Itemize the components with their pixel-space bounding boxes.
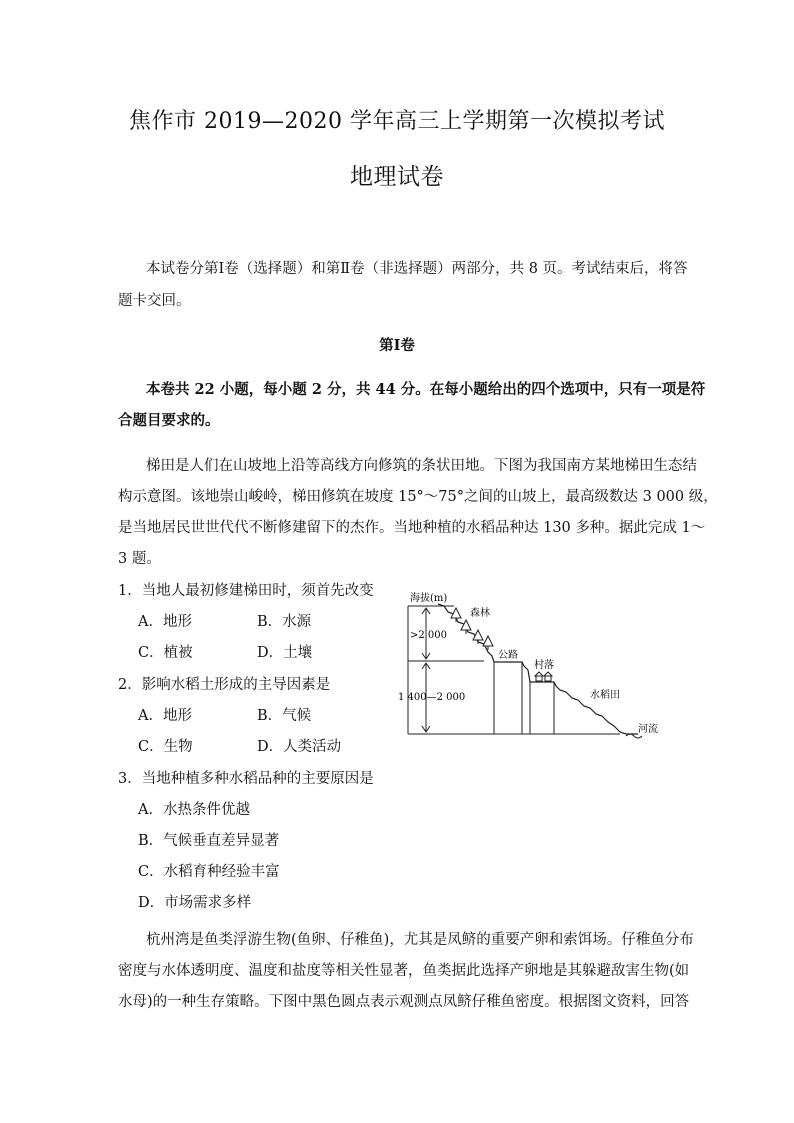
question-1-option-c: C．植被: [138, 645, 193, 661]
passage1-line-3: 是当地居民世世代代不断修建留下的杰作。当地种植的水稻品种达 130 多种。据此完成 1～: [118, 520, 706, 536]
passage1-line-1: 梯田是人们在山坡地上沿等高线方向修筑的条状田地。下图为我国南方某地梯田生态结: [146, 458, 697, 474]
question-3-option-c: C．水稻育种经验丰富: [138, 864, 280, 880]
terrace-diagram: [398, 586, 698, 754]
question-3-option-a: A．水热条件优越: [138, 802, 250, 818]
question-3-option-d: D．市场需求多样: [138, 895, 252, 911]
passage2-line-3: 水母)的一种生存策略。下图中黑色圆点表示观测点凤鲚仔稚鱼密度。根据图文资料，回答: [118, 994, 690, 1010]
passage1-line-4: 3 题。: [118, 551, 161, 567]
question-2-stem: 2．影响水稻土形成的主导因素是: [118, 677, 331, 693]
intro-line-2: 题卡交回。: [118, 293, 191, 309]
question-1-option-d: D．土壤: [257, 645, 313, 661]
passage2-line-1: 杭州湾是鱼类浮游生物(鱼卵、仔稚鱼)，尤其是凤鲚的重要产卵和索饵场。仔稚鱼分布: [146, 932, 694, 948]
question-3-stem: 3．当地种植多种水稻品种的主要原因是: [118, 771, 374, 787]
question-1-stem: 1．当地人最初修建梯田时，须首先改变: [118, 583, 374, 599]
question-1-option-b: B．水源: [257, 614, 312, 630]
question-2-option-b: B．气候: [257, 708, 312, 724]
question-2-option-d: D．人类活动: [257, 739, 342, 755]
exam-title: 焦作市 2019—2020 学年高三上学期第一次模拟考试: [129, 109, 665, 134]
question-3-option-b: B．气候垂直差异显著: [138, 833, 280, 849]
intro-line-1: 本试卷分第Ⅰ卷（选择题）和第Ⅱ卷（非选择题）两部分，共 8 页。考试结束后，将答: [146, 261, 688, 277]
diagram-label-river: 河流: [638, 724, 658, 735]
exam-subtitle: 地理试卷: [350, 164, 444, 190]
diagram-zone-upper: >2 000: [410, 630, 448, 641]
diagram-label-forest: 森林: [470, 608, 490, 619]
section-instructions-1: 本卷共 22 小题，每小题 2 分，共 44 分。在每小题给出的四个选项中，只有一项是符: [146, 381, 706, 398]
section-instructions-2: 合题目要求的。: [118, 412, 220, 429]
diagram-label-road: 公路: [498, 650, 518, 661]
diagram-zone-lower: 1 400—2 000: [398, 692, 466, 703]
question-1-option-a: A．地形: [138, 614, 192, 630]
diagram-ylabel: 海拔(m): [410, 593, 448, 604]
passage2-line-2: 密度与水体透明度、温度和盐度等相关性显著，鱼类据此选择产卵地是其躲避敌害生物(如: [118, 963, 690, 979]
question-2-option-a: A．地形: [138, 708, 192, 724]
passage1-line-2: 构示意图。该地崇山峻岭，梯田修筑在坡度 15°～75°之间的山坡上，最高级数达 3 000 级，: [118, 489, 718, 505]
house-icon: [535, 672, 552, 681]
diagram-label-village: 村落: [534, 660, 554, 671]
diagram-label-paddy: 水稻田: [590, 690, 620, 701]
question-2-option-c: C．生物: [138, 739, 193, 755]
section-heading: 第Ⅰ卷: [379, 337, 415, 354]
